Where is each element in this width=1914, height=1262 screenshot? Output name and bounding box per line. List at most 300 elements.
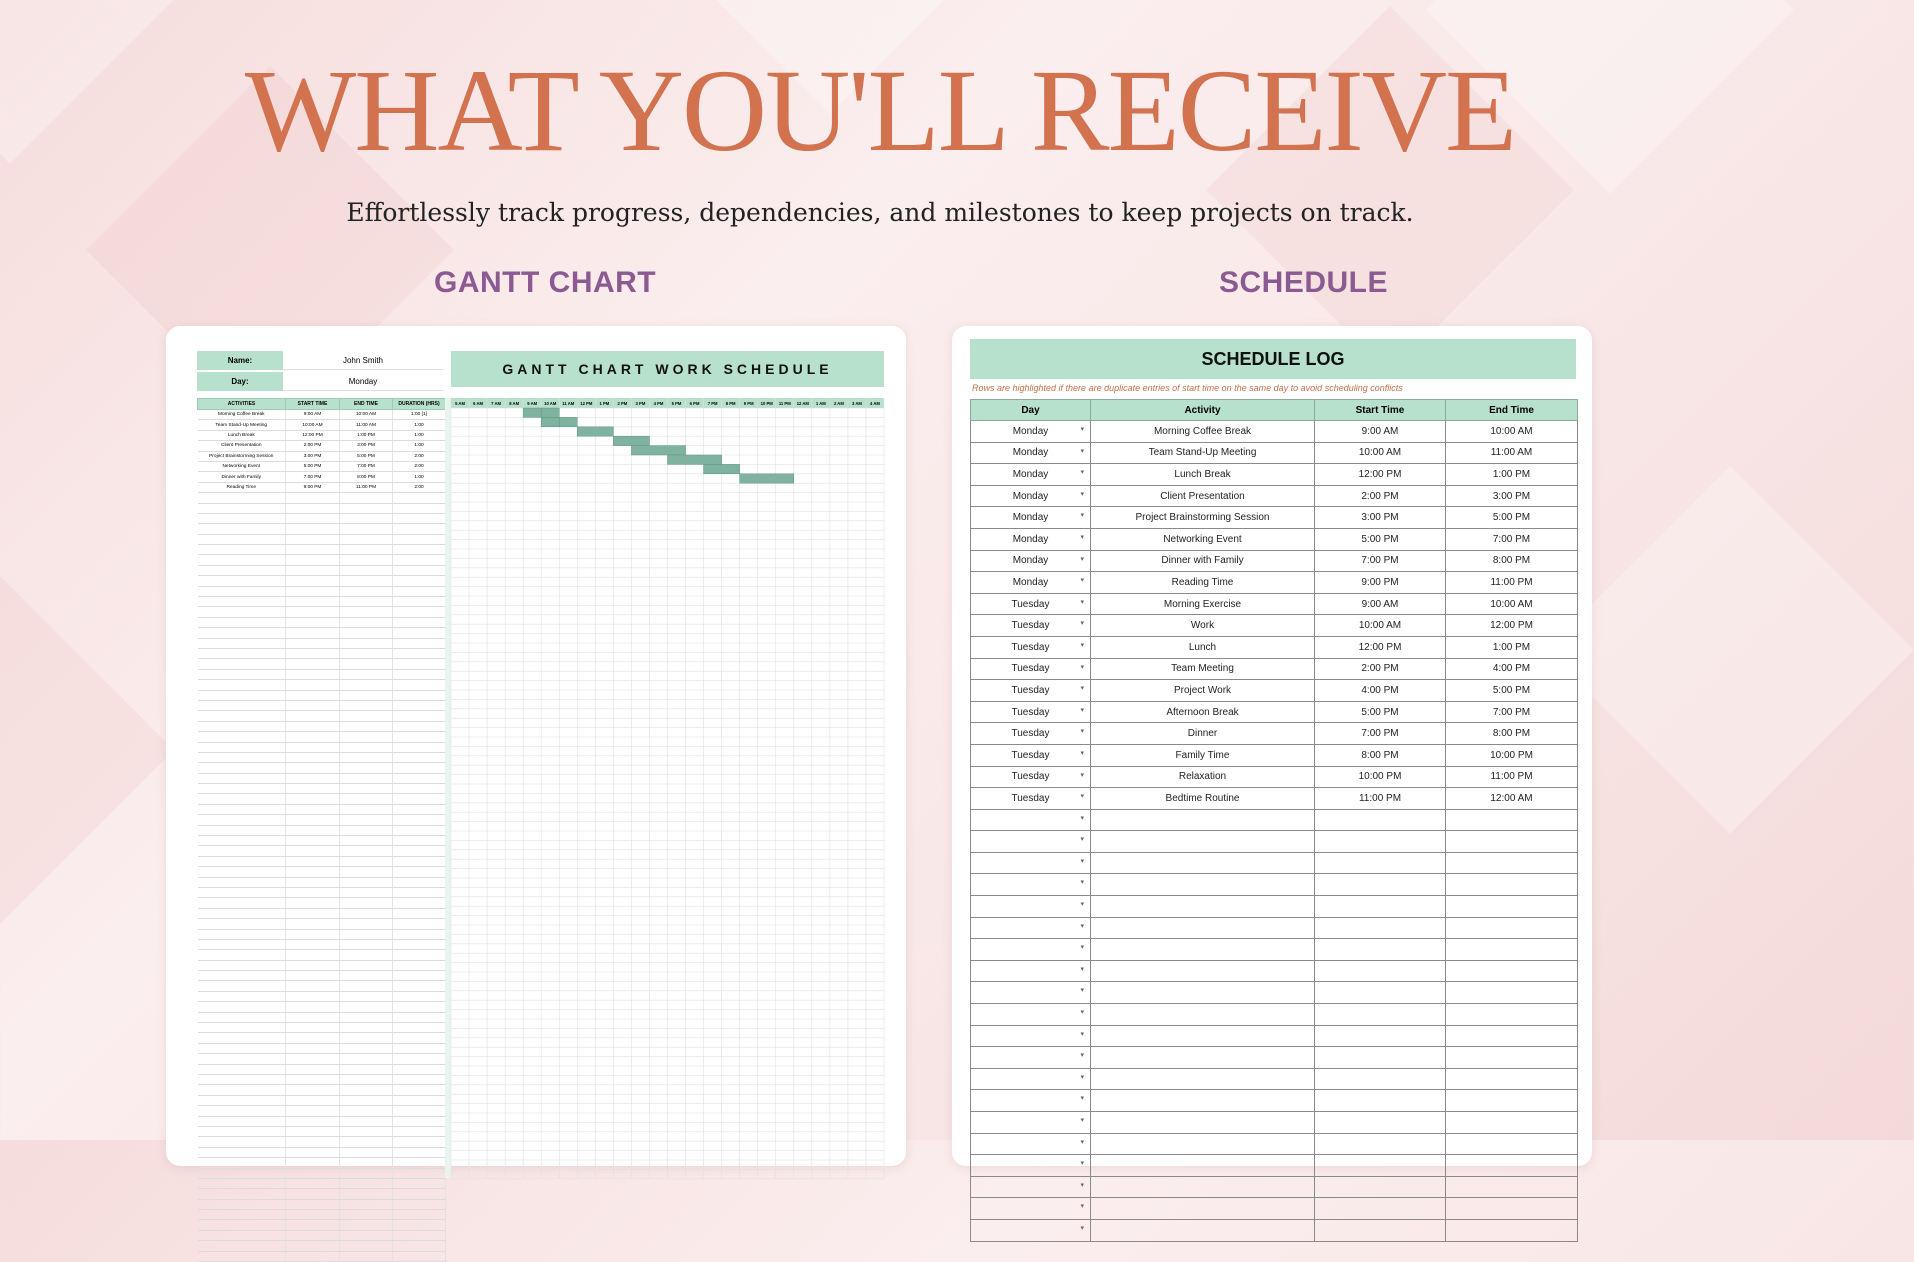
gantt-cell-end[interactable] xyxy=(340,981,393,991)
schedule-cell-activity[interactable]: Family Time xyxy=(1091,744,1315,766)
schedule-cell-end[interactable] xyxy=(1446,852,1578,874)
gantt-cell-activity[interactable]: Dinner with Family xyxy=(198,472,286,482)
gantt-cell-duration[interactable] xyxy=(393,680,446,690)
gantt-cell-end[interactable] xyxy=(340,991,393,1001)
schedule-cell-end[interactable] xyxy=(1446,1112,1578,1134)
chevron-down-icon[interactable]: ▾ xyxy=(1080,512,1084,520)
schedule-cell-start[interactable]: 9:00 PM xyxy=(1315,572,1446,594)
gantt-cell-end[interactable]: 5:00 PM xyxy=(340,451,393,461)
gantt-cell-duration[interactable] xyxy=(393,908,446,918)
gantt-cell-start[interactable] xyxy=(286,887,340,897)
gantt-cell-activity[interactable] xyxy=(198,846,286,856)
schedule-cell-start[interactable] xyxy=(1315,896,1446,918)
chevron-down-icon[interactable]: ▾ xyxy=(1080,1138,1084,1146)
gantt-cell-start[interactable] xyxy=(286,815,340,825)
gantt-cell-start[interactable] xyxy=(286,617,340,627)
gantt-cell-start[interactable] xyxy=(286,1095,340,1105)
gantt-cell-start[interactable] xyxy=(286,711,340,721)
gantt-cell-end[interactable] xyxy=(340,586,393,596)
schedule-cell-activity[interactable] xyxy=(1091,1068,1315,1090)
gantt-cell-end[interactable]: 3:00 PM xyxy=(340,441,393,451)
schedule-cell-end[interactable]: 10:00 AM xyxy=(1446,421,1578,443)
gantt-cell-activity[interactable] xyxy=(198,1054,286,1064)
gantt-cell-end[interactable] xyxy=(340,669,393,679)
schedule-day-select[interactable]: Tuesday ▾ xyxy=(971,788,1091,810)
gantt-cell-duration[interactable] xyxy=(393,804,446,814)
gantt-cell-activity[interactable] xyxy=(198,597,286,607)
chevron-down-icon[interactable]: ▾ xyxy=(1080,901,1084,909)
schedule-cell-end[interactable] xyxy=(1446,1068,1578,1090)
gantt-cell-duration[interactable] xyxy=(393,887,446,897)
name-value[interactable]: John Smith xyxy=(283,351,443,370)
gantt-cell-duration[interactable] xyxy=(393,752,446,762)
gantt-cell-duration[interactable] xyxy=(393,721,446,731)
gantt-cell-start[interactable] xyxy=(286,493,340,503)
gantt-cell-start[interactable] xyxy=(286,991,340,1001)
schedule-cell-end[interactable]: 1:00 PM xyxy=(1446,464,1578,486)
gantt-cell-activity[interactable] xyxy=(198,648,286,658)
schedule-cell-activity[interactable]: Work xyxy=(1091,615,1315,637)
gantt-cell-duration[interactable] xyxy=(393,1002,446,1012)
gantt-cell-end[interactable] xyxy=(340,825,393,835)
chevron-down-icon[interactable]: ▾ xyxy=(1080,1117,1084,1124)
schedule-cell-activity[interactable]: Client Presentation xyxy=(1091,485,1315,507)
gantt-cell-activity[interactable] xyxy=(198,836,286,846)
gantt-cell-start[interactable] xyxy=(286,1210,340,1220)
gantt-cell-end[interactable] xyxy=(340,576,393,586)
schedule-cell-end[interactable]: 11:00 PM xyxy=(1446,572,1578,594)
gantt-cell-activity[interactable] xyxy=(198,815,286,825)
gantt-cell-end[interactable] xyxy=(340,1147,393,1157)
gantt-cell-activity[interactable] xyxy=(198,545,286,555)
schedule-cell-end[interactable] xyxy=(1446,1198,1578,1220)
gantt-cell-start[interactable] xyxy=(286,607,340,617)
schedule-cell-start[interactable]: 2:00 PM xyxy=(1315,485,1446,507)
gantt-cell-end[interactable] xyxy=(340,1043,393,1053)
schedule-day-select[interactable] xyxy=(971,1112,1091,1134)
gantt-cell-duration[interactable] xyxy=(393,617,446,627)
chevron-down-icon[interactable]: ▾ xyxy=(1080,1224,1084,1232)
gantt-cell-start[interactable] xyxy=(286,825,340,835)
schedule-cell-start[interactable] xyxy=(1315,1068,1446,1090)
schedule-cell-activity[interactable] xyxy=(1091,1025,1315,1047)
schedule-day-select[interactable] xyxy=(971,852,1091,874)
gantt-cell-activity[interactable] xyxy=(198,1095,286,1105)
schedule-cell-end[interactable]: 3:00 PM xyxy=(1446,485,1578,507)
gantt-cell-end[interactable] xyxy=(340,1137,393,1147)
gantt-cell-duration[interactable] xyxy=(393,1147,446,1157)
chevron-down-icon[interactable]: ▾ xyxy=(1080,577,1084,585)
gantt-cell-duration[interactable] xyxy=(393,836,446,846)
schedule-cell-start[interactable] xyxy=(1315,852,1446,874)
gantt-cell-duration[interactable] xyxy=(393,503,446,513)
gantt-cell-end[interactable] xyxy=(340,721,393,731)
gantt-cell-start[interactable] xyxy=(286,971,340,981)
schedule-cell-start[interactable] xyxy=(1315,809,1446,831)
gantt-cell-activity[interactable]: Morning Coffee Break xyxy=(198,410,286,420)
schedule-cell-activity[interactable]: Dinner xyxy=(1091,723,1315,745)
gantt-cell-activity[interactable] xyxy=(198,856,286,866)
gantt-cell-end[interactable] xyxy=(340,524,393,534)
schedule-cell-start[interactable] xyxy=(1315,982,1446,1004)
schedule-cell-start[interactable] xyxy=(1315,1047,1446,1069)
gantt-cell-start[interactable] xyxy=(286,773,340,783)
schedule-day-select[interactable]: Monday ▾ xyxy=(971,442,1091,464)
chevron-down-icon[interactable]: ▾ xyxy=(1080,641,1084,649)
chevron-down-icon[interactable]: ▾ xyxy=(1080,469,1084,477)
gantt-cell-end[interactable] xyxy=(340,513,393,523)
schedule-day-select[interactable] xyxy=(971,874,1091,896)
gantt-cell-duration[interactable] xyxy=(393,1106,446,1116)
schedule-cell-activity[interactable] xyxy=(1091,896,1315,918)
gantt-cell-activity[interactable] xyxy=(198,700,286,710)
gantt-cell-activity[interactable] xyxy=(198,929,286,939)
gantt-cell-duration[interactable] xyxy=(393,1116,446,1126)
gantt-cell-start[interactable] xyxy=(286,1106,340,1116)
schedule-cell-end[interactable] xyxy=(1446,982,1578,1004)
schedule-day-select[interactable] xyxy=(971,1133,1091,1155)
gantt-cell-duration[interactable] xyxy=(393,919,446,929)
gantt-cell-end[interactable] xyxy=(340,960,393,970)
gantt-cell-start[interactable] xyxy=(286,680,340,690)
gantt-cell-activity[interactable] xyxy=(198,1043,286,1053)
schedule-day-select[interactable]: Tuesday ▾ xyxy=(971,766,1091,788)
chevron-down-icon[interactable]: ▾ xyxy=(1080,447,1084,455)
schedule-cell-end[interactable] xyxy=(1446,1219,1578,1241)
gantt-cell-start[interactable] xyxy=(286,1064,340,1074)
chevron-down-icon[interactable]: ▾ xyxy=(1080,814,1084,822)
gantt-cell-duration[interactable] xyxy=(393,877,446,887)
schedule-day-select[interactable]: Tuesday ▾ xyxy=(971,615,1091,637)
gantt-cell-start[interactable] xyxy=(286,752,340,762)
gantt-cell-end[interactable] xyxy=(340,846,393,856)
schedule-day-select[interactable] xyxy=(971,960,1091,982)
gantt-cell-start[interactable] xyxy=(286,929,340,939)
gantt-cell-duration[interactable] xyxy=(393,576,446,586)
schedule-cell-activity[interactable] xyxy=(1091,1133,1315,1155)
gantt-cell-start[interactable] xyxy=(286,877,340,887)
gantt-cell-start[interactable] xyxy=(286,586,340,596)
gantt-cell-start[interactable] xyxy=(286,867,340,877)
gantt-cell-duration[interactable] xyxy=(393,1220,446,1230)
gantt-cell-activity[interactable] xyxy=(198,991,286,1001)
gantt-cell-start[interactable] xyxy=(286,960,340,970)
gantt-cell-activity[interactable]: Lunch Break xyxy=(198,430,286,440)
chevron-down-icon[interactable]: ▾ xyxy=(1080,1181,1084,1189)
schedule-day-select[interactable] xyxy=(971,809,1091,831)
gantt-cell-duration[interactable] xyxy=(393,1241,446,1251)
gantt-cell-start[interactable] xyxy=(286,503,340,513)
gantt-cell-duration[interactable] xyxy=(393,1012,446,1022)
gantt-cell-duration[interactable] xyxy=(393,732,446,742)
gantt-cell-activity[interactable] xyxy=(198,680,286,690)
schedule-cell-start[interactable]: 3:00 PM xyxy=(1315,507,1446,529)
gantt-cell-activity[interactable] xyxy=(198,742,286,752)
chevron-down-icon[interactable]: ▾ xyxy=(1080,1009,1084,1017)
gantt-cell-activity[interactable] xyxy=(198,877,286,887)
gantt-cell-duration[interactable] xyxy=(393,856,446,866)
day-value[interactable]: Monday xyxy=(283,372,443,391)
gantt-cell-duration[interactable] xyxy=(393,524,446,534)
gantt-cell-start[interactable] xyxy=(286,1043,340,1053)
gantt-cell-end[interactable] xyxy=(340,1085,393,1095)
gantt-cell-end[interactable] xyxy=(340,1106,393,1116)
gantt-cell-activity[interactable] xyxy=(198,565,286,575)
gantt-cell-activity[interactable] xyxy=(198,1147,286,1157)
gantt-cell-end[interactable] xyxy=(340,659,393,669)
gantt-cell-activity[interactable] xyxy=(198,576,286,586)
gantt-cell-duration[interactable] xyxy=(393,1064,446,1074)
schedule-cell-end[interactable] xyxy=(1446,939,1578,961)
gantt-cell-duration[interactable] xyxy=(393,669,446,679)
gantt-cell-duration[interactable] xyxy=(393,565,446,575)
gantt-cell-start[interactable] xyxy=(286,534,340,544)
gantt-cell-end[interactable] xyxy=(340,856,393,866)
gantt-cell-end[interactable] xyxy=(340,545,393,555)
schedule-cell-end[interactable]: 7:00 PM xyxy=(1446,528,1578,550)
schedule-cell-end[interactable]: 12:00 PM xyxy=(1446,615,1578,637)
gantt-cell-end[interactable] xyxy=(340,742,393,752)
chevron-down-icon[interactable]: ▾ xyxy=(1080,771,1084,779)
schedule-cell-start[interactable]: 9:00 AM xyxy=(1315,593,1446,615)
gantt-cell-end[interactable] xyxy=(340,939,393,949)
schedule-cell-activity[interactable] xyxy=(1091,939,1315,961)
chevron-down-icon[interactable]: ▾ xyxy=(1080,555,1084,563)
gantt-cell-start[interactable] xyxy=(286,939,340,949)
gantt-cell-activity[interactable] xyxy=(198,1137,286,1147)
gantt-cell-end[interactable] xyxy=(340,1033,393,1043)
gantt-cell-duration[interactable] xyxy=(393,493,446,503)
schedule-cell-activity[interactable]: Team Stand-Up Meeting xyxy=(1091,442,1315,464)
gantt-cell-activity[interactable] xyxy=(198,1178,286,1188)
gantt-cell-start[interactable] xyxy=(286,638,340,648)
chevron-down-icon[interactable]: ▾ xyxy=(1080,533,1084,541)
gantt-cell-duration[interactable] xyxy=(393,534,446,544)
chevron-down-icon[interactable]: ▾ xyxy=(1080,490,1084,498)
gantt-cell-duration[interactable] xyxy=(393,1230,446,1240)
gantt-cell-activity[interactable] xyxy=(198,919,286,929)
gantt-cell-start[interactable] xyxy=(286,1147,340,1157)
gantt-cell-duration[interactable] xyxy=(393,1210,446,1220)
gantt-cell-end[interactable] xyxy=(340,680,393,690)
gantt-cell-activity[interactable] xyxy=(198,773,286,783)
gantt-cell-start[interactable] xyxy=(286,1178,340,1188)
schedule-day-select[interactable] xyxy=(971,1176,1091,1198)
schedule-cell-activity[interactable]: Project Brainstorming Session xyxy=(1091,507,1315,529)
gantt-cell-start[interactable] xyxy=(286,555,340,565)
schedule-cell-activity[interactable] xyxy=(1091,982,1315,1004)
schedule-day-select[interactable] xyxy=(971,1025,1091,1047)
gantt-cell-end[interactable] xyxy=(340,628,393,638)
schedule-cell-start[interactable]: 7:00 PM xyxy=(1315,723,1446,745)
schedule-cell-end[interactable] xyxy=(1446,1090,1578,1112)
gantt-cell-duration[interactable]: 1:00 [1] xyxy=(393,410,446,420)
gantt-cell-start[interactable] xyxy=(286,1251,340,1261)
gantt-cell-duration[interactable] xyxy=(393,628,446,638)
schedule-day-select[interactable]: Tuesday ▾ xyxy=(971,636,1091,658)
gantt-cell-end[interactable] xyxy=(340,534,393,544)
gantt-cell-activity[interactable] xyxy=(198,638,286,648)
schedule-cell-activity[interactable]: Networking Event xyxy=(1091,528,1315,550)
gantt-cell-start[interactable] xyxy=(286,648,340,658)
gantt-cell-end[interactable] xyxy=(340,503,393,513)
gantt-cell-duration[interactable] xyxy=(393,939,446,949)
schedule-cell-end[interactable] xyxy=(1446,1155,1578,1177)
gantt-cell-start[interactable] xyxy=(286,919,340,929)
schedule-day-select[interactable] xyxy=(971,917,1091,939)
gantt-cell-end[interactable] xyxy=(340,565,393,575)
schedule-cell-start[interactable]: 2:00 PM xyxy=(1315,658,1446,680)
gantt-cell-end[interactable] xyxy=(340,690,393,700)
gantt-cell-end[interactable] xyxy=(340,763,393,773)
gantt-cell-end[interactable] xyxy=(340,493,393,503)
schedule-cell-end[interactable]: 4:00 PM xyxy=(1446,658,1578,680)
schedule-cell-activity[interactable] xyxy=(1091,1176,1315,1198)
schedule-day-select[interactable]: Monday ▾ xyxy=(971,528,1091,550)
gantt-cell-start[interactable] xyxy=(286,898,340,908)
gantt-cell-end[interactable] xyxy=(340,1075,393,1085)
schedule-cell-activity[interactable] xyxy=(1091,917,1315,939)
schedule-cell-end[interactable] xyxy=(1446,1133,1578,1155)
schedule-cell-start[interactable]: 5:00 PM xyxy=(1315,528,1446,550)
gantt-cell-activity[interactable] xyxy=(198,1241,286,1251)
schedule-cell-start[interactable] xyxy=(1315,1176,1446,1198)
schedule-cell-activity[interactable] xyxy=(1091,960,1315,982)
chevron-down-icon[interactable]: ▾ xyxy=(1080,620,1084,628)
schedule-cell-start[interactable]: 11:00 PM xyxy=(1315,788,1446,810)
gantt-cell-start[interactable] xyxy=(286,846,340,856)
gantt-cell-start[interactable] xyxy=(286,1085,340,1095)
gantt-cell-duration[interactable]: 2:00 xyxy=(393,461,446,471)
gantt-cell-start[interactable]: 10:00 AM xyxy=(286,420,340,430)
schedule-cell-start[interactable] xyxy=(1315,1112,1446,1134)
gantt-cell-start[interactable] xyxy=(286,513,340,523)
gantt-cell-activity[interactable] xyxy=(198,1251,286,1261)
gantt-cell-end[interactable] xyxy=(340,1158,393,1168)
gantt-cell-duration[interactable] xyxy=(393,742,446,752)
gantt-cell-duration[interactable] xyxy=(393,597,446,607)
gantt-cell-start[interactable] xyxy=(286,1054,340,1064)
gantt-cell-duration[interactable] xyxy=(393,825,446,835)
gantt-cell-end[interactable] xyxy=(340,555,393,565)
gantt-cell-end[interactable] xyxy=(340,1012,393,1022)
gantt-cell-activity[interactable] xyxy=(198,1199,286,1209)
gantt-cell-start[interactable] xyxy=(286,1012,340,1022)
gantt-cell-duration[interactable] xyxy=(393,690,446,700)
gantt-cell-end[interactable] xyxy=(340,732,393,742)
gantt-cell-end[interactable] xyxy=(340,617,393,627)
chevron-down-icon[interactable]: ▾ xyxy=(1080,879,1084,887)
gantt-cell-activity[interactable] xyxy=(198,711,286,721)
chevron-down-icon[interactable]: ▾ xyxy=(1080,1160,1084,1168)
gantt-cell-end[interactable] xyxy=(340,898,393,908)
schedule-cell-activity[interactable] xyxy=(1091,1090,1315,1112)
schedule-cell-start[interactable]: 12:00 PM xyxy=(1315,464,1446,486)
chevron-down-icon[interactable]: ▾ xyxy=(1080,728,1084,736)
schedule-day-select[interactable]: Monday ▾ xyxy=(971,421,1091,443)
gantt-cell-activity[interactable] xyxy=(198,950,286,960)
schedule-cell-activity[interactable]: Relaxation xyxy=(1091,766,1315,788)
gantt-cell-activity[interactable] xyxy=(198,1210,286,1220)
gantt-cell-start[interactable] xyxy=(286,721,340,731)
gantt-cell-activity[interactable] xyxy=(198,887,286,897)
gantt-cell-activity[interactable] xyxy=(198,1033,286,1043)
schedule-cell-start[interactable] xyxy=(1315,1198,1446,1220)
schedule-day-select[interactable]: Tuesday ▾ xyxy=(971,744,1091,766)
chevron-down-icon[interactable]: ▾ xyxy=(1080,749,1084,757)
gantt-cell-end[interactable] xyxy=(340,1023,393,1033)
gantt-cell-end[interactable] xyxy=(340,1126,393,1136)
gantt-cell-start[interactable] xyxy=(286,836,340,846)
schedule-cell-start[interactable]: 4:00 PM xyxy=(1315,680,1446,702)
chevron-down-icon[interactable]: ▾ xyxy=(1080,1203,1084,1211)
gantt-cell-start[interactable]: 9:00 PM xyxy=(286,482,340,492)
gantt-cell-activity[interactable] xyxy=(198,1075,286,1085)
gantt-cell-activity[interactable] xyxy=(198,1012,286,1022)
gantt-cell-end[interactable] xyxy=(340,752,393,762)
gantt-cell-activity[interactable] xyxy=(198,555,286,565)
schedule-day-select[interactable] xyxy=(971,1219,1091,1241)
gantt-cell-end[interactable]: 7:00 PM xyxy=(340,461,393,471)
gantt-cell-start[interactable] xyxy=(286,659,340,669)
gantt-cell-end[interactable] xyxy=(340,867,393,877)
gantt-cell-start[interactable]: 12:00 PM xyxy=(286,430,340,440)
gantt-cell-duration[interactable] xyxy=(393,898,446,908)
schedule-cell-end[interactable] xyxy=(1446,917,1578,939)
gantt-cell-end[interactable] xyxy=(340,1116,393,1126)
gantt-cell-activity[interactable] xyxy=(198,503,286,513)
schedule-cell-activity[interactable] xyxy=(1091,1219,1315,1241)
schedule-cell-start[interactable] xyxy=(1315,1219,1446,1241)
schedule-cell-start[interactable] xyxy=(1315,1090,1446,1112)
schedule-day-select[interactable]: Tuesday ▾ xyxy=(971,658,1091,680)
schedule-day-select[interactable] xyxy=(971,1004,1091,1026)
gantt-cell-duration[interactable]: 1:00 xyxy=(393,472,446,482)
gantt-cell-duration[interactable]: 2:00 xyxy=(393,451,446,461)
chevron-down-icon[interactable]: ▾ xyxy=(1080,793,1084,801)
gantt-cell-start[interactable] xyxy=(286,1033,340,1043)
schedule-cell-activity[interactable] xyxy=(1091,852,1315,874)
schedule-cell-activity[interactable] xyxy=(1091,1112,1315,1134)
schedule-day-select[interactable]: Monday ▾ xyxy=(971,464,1091,486)
schedule-cell-start[interactable]: 12:00 PM xyxy=(1315,636,1446,658)
gantt-cell-start[interactable]: 2:00 PM xyxy=(286,441,340,451)
gantt-cell-end[interactable] xyxy=(340,784,393,794)
chevron-down-icon[interactable]: ▾ xyxy=(1080,1052,1084,1060)
gantt-cell-end[interactable] xyxy=(340,908,393,918)
gantt-cell-end[interactable] xyxy=(340,971,393,981)
gantt-cell-duration[interactable] xyxy=(393,1054,446,1064)
gantt-cell-start[interactable] xyxy=(286,742,340,752)
schedule-cell-end[interactable]: 8:00 PM xyxy=(1446,550,1578,572)
schedule-cell-end[interactable] xyxy=(1446,874,1578,896)
schedule-cell-end[interactable]: 5:00 PM xyxy=(1446,680,1578,702)
gantt-cell-end[interactable] xyxy=(340,950,393,960)
gantt-cell-activity[interactable] xyxy=(198,534,286,544)
schedule-day-select[interactable] xyxy=(971,1068,1091,1090)
gantt-cell-duration[interactable] xyxy=(393,1137,446,1147)
schedule-cell-start[interactable] xyxy=(1315,831,1446,853)
schedule-cell-activity[interactable]: Afternoon Break xyxy=(1091,701,1315,723)
gantt-cell-activity[interactable] xyxy=(198,1189,286,1199)
gantt-cell-start[interactable] xyxy=(286,597,340,607)
gantt-cell-activity[interactable] xyxy=(198,690,286,700)
gantt-cell-activity[interactable]: Project Brainstorming Session xyxy=(198,451,286,461)
schedule-cell-start[interactable]: 10:00 AM xyxy=(1315,442,1446,464)
schedule-cell-end[interactable]: 11:00 PM xyxy=(1446,766,1578,788)
schedule-cell-end[interactable]: 8:00 PM xyxy=(1446,723,1578,745)
gantt-cell-activity[interactable] xyxy=(198,628,286,638)
